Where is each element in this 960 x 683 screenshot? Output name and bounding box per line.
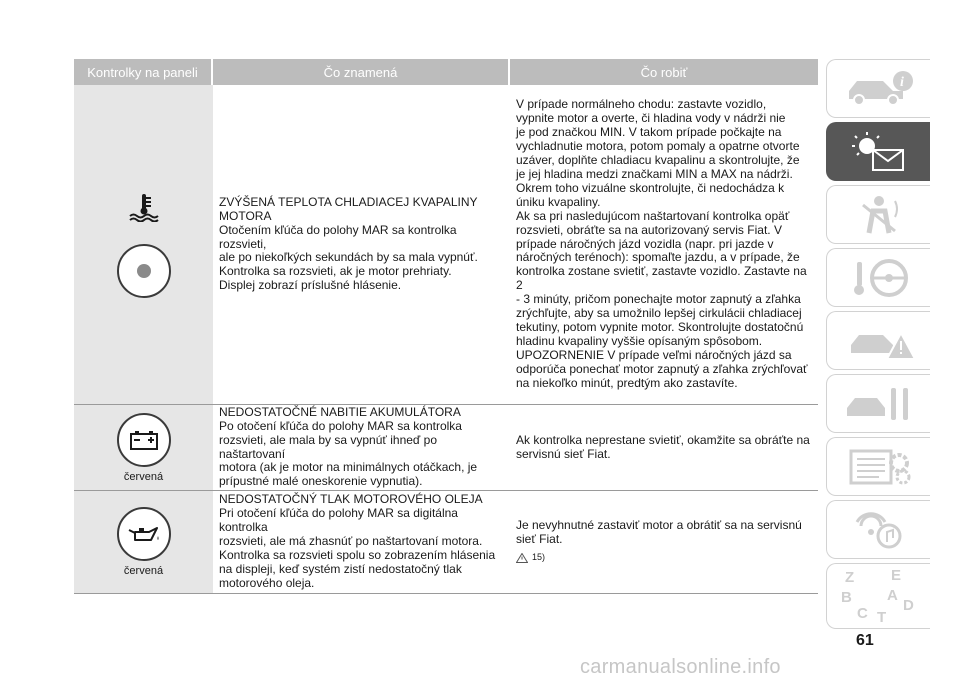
header-action: Čo robiť	[640, 64, 688, 80]
action-cell	[510, 491, 818, 593]
icon-cell	[74, 85, 213, 404]
grey-dot-icon	[117, 244, 171, 298]
grey-dot	[137, 264, 151, 278]
battery-icon	[117, 413, 171, 467]
warning-ref-number: 15)	[532, 551, 546, 562]
table-row	[74, 491, 818, 594]
warning-reference	[516, 551, 545, 565]
warning-lights-table	[74, 59, 818, 594]
header-panel-lights: Kontrolky na paneli	[74, 59, 213, 85]
tab-multimedia[interactable]	[826, 500, 930, 559]
action-text: Ak kontrolka neprestane svietiť, okamžite sa obráťte na servisnú sieť Fiat.	[516, 432, 810, 461]
steering-wheel-icon	[839, 256, 919, 300]
color-label: červená	[123, 565, 164, 577]
svg-text:i: i	[899, 74, 904, 90]
index-letter: B	[840, 589, 852, 606]
tab-maintenance[interactable]	[826, 374, 930, 433]
index-letter: D	[902, 597, 914, 614]
table-row	[74, 405, 818, 491]
car-info-icon	[839, 67, 919, 111]
tab-car-info[interactable]	[826, 59, 930, 118]
action-text: V prípade normálneho chodu: zastavte vozidlo, vypnite motor a overte, či hladina vody v nádrži nie je pod značkou MIN. V takom prípade počkajte na vychladnutie motora, potom pomaly a opatrne otvorte uzáver, doplňte chladiacu kvapalinu a skontrolujte, že je jej hladina medzi značkami MIN a MAX na nádrži. Okrem toho vizuálne skontrolujte, či nedochádza k úniku kvapaliny. Ak sa pri nasledujúcom naštartovaní kontrolka opäť rozsvieti, obráťte sa na autorizovaný servis Fiat. V prípade náročných jázd vozidla (napr. pri jazde v náročných terénoch): spomaľte jazdu, a v prípade, že kontrolka zostane svietiť, zastavte vozidlo. Zastavte na 2 - 3 minúty, pričom ponechajte motor zapnutý a zľahka zrýchľujte, aby sa umožnilo lepšej cirkulácii chladiacej tekutiny, potom vypnite motor. Skontrolujte dostatočnú hladinu kvapaliny vyššie opísaným spôsobom. UPOZORNENIE V prípade veľmi náročných jázd sa odporúča ponechať motor zapnutý a zľahka zrýchľovať na niekoľko minút, predtým ako zastavíte.	[516, 97, 808, 390]
page-number: 61	[856, 632, 874, 649]
emergency-icon	[839, 319, 919, 363]
warning-lights-icon	[839, 130, 919, 174]
chapter-tabs	[826, 59, 930, 633]
oil-can-icon	[117, 507, 171, 561]
index-letter: Z	[844, 569, 854, 586]
tab-emergency[interactable]	[826, 311, 930, 370]
tab-warning-lights[interactable]	[826, 122, 930, 181]
meaning-text: ZVÝŠENÁ TEPLOTA CHLADIACEJ KVAPALINY MOTORA Otočením kľúča do polohy MAR sa kontrolka rozsvieti, ale po niekoľkých sekundách by sa mala vypnúť. Kontrolka sa rozsvieti, ak je motor prehriaty. Displej zobrazí príslušné hlásenie.	[219, 194, 478, 293]
tab-index[interactable]	[826, 563, 930, 629]
technical-data-icon	[839, 445, 919, 489]
coolant-temperature-icon	[127, 192, 161, 222]
index-letter: A	[886, 587, 898, 604]
index-letter: C	[856, 605, 868, 622]
meaning-text: NEDOSTATOČNÝ TLAK MOTOROVÉHO OLEJA Pri otočení kľúča do polohy MAR sa digitálna kontrolka rozsvieti, ale má zhasnúť po naštartovaní motora. Kontrolka sa rozsvieti spolu so zobrazením hlásenia na displeji, keď systém zistí nedostatočný tlak motorového oleja.	[219, 492, 496, 590]
index-letter: E	[890, 568, 901, 584]
action-text: Je nevyhnutné zastaviť motor a obrátiť sa na servisnú sieť Fiat.	[516, 518, 802, 547]
safety-icon	[839, 193, 919, 237]
watermark: carmanualsonline.info	[580, 656, 781, 678]
tab-steering[interactable]	[826, 248, 930, 307]
meaning-text: NEDOSTATOČNÉ NABITIE AKUMULÁTORA Po otočení kľúča do polohy MAR sa kontrolka rozsvieti, ale mala by sa vypnúť ihneď po naštartovaní motora (ak je motor na minimálnych otáčkach, je prípustné malé oneskorenie vypnutia).	[219, 404, 478, 489]
tab-technical-data[interactable]	[826, 437, 930, 496]
icon-cell	[74, 491, 213, 593]
tab-safety[interactable]	[826, 185, 930, 244]
color-label: červená	[123, 470, 164, 483]
icon-cell	[74, 405, 213, 490]
header-meaning: Čo znamená	[213, 59, 510, 85]
maintenance-icon	[839, 382, 919, 426]
index-icon	[837, 568, 921, 624]
multimedia-icon	[839, 508, 919, 552]
table-header	[74, 59, 818, 85]
warning-triangle-icon	[516, 553, 528, 563]
index-letter: T	[876, 609, 886, 624]
table-row	[74, 85, 818, 405]
